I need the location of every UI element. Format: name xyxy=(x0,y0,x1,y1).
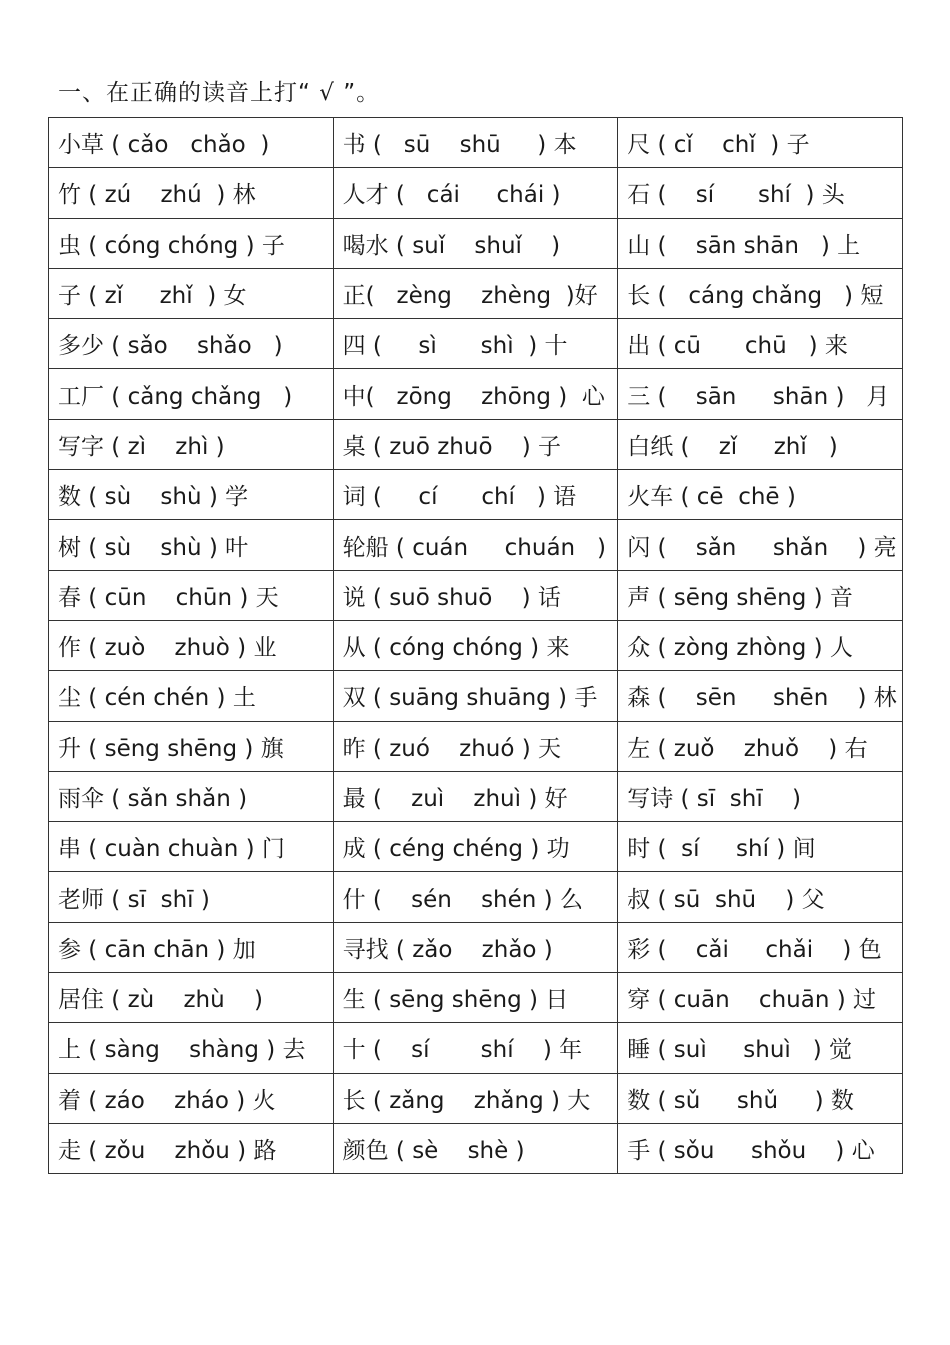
pinyin-cell: 虫 ( cóng chóng ) 子 xyxy=(49,218,334,268)
pinyin-cell: 参 ( cān chān ) 加 xyxy=(49,922,334,972)
table-row xyxy=(49,822,903,872)
pinyin-cell: 写字 ( zì zhì ) xyxy=(49,419,334,469)
pinyin-cell: 工厂 ( cǎng chǎng ) xyxy=(49,369,334,419)
table-row xyxy=(49,520,903,570)
table-row xyxy=(49,268,903,318)
pinyin-cell: 出 ( cū chū ) 来 xyxy=(618,319,903,369)
pinyin-cell: 火车 ( cē chē ) xyxy=(618,470,903,520)
pinyin-cell: 数 ( sù shù ) 学 xyxy=(49,470,334,520)
pinyin-cell: 雨伞 ( sǎn shǎn ) xyxy=(49,771,334,821)
pinyin-cell: 中( zōng zhōng ) 心 xyxy=(333,369,618,419)
pinyin-cell: 桌 ( zuō zhuō ) 子 xyxy=(333,419,618,469)
pinyin-cell: 树 ( sù shù ) 叶 xyxy=(49,520,334,570)
pinyin-cell: 小草 ( cǎo chǎo ) xyxy=(49,118,334,168)
table-row xyxy=(49,771,903,821)
table-row xyxy=(49,1073,903,1123)
pinyin-cell: 穿 ( cuān chuān ) 过 xyxy=(618,973,903,1023)
table-row xyxy=(49,118,903,168)
pinyin-cell: 昨 ( zuó zhuó ) 天 xyxy=(333,721,618,771)
pinyin-cell: 正( zèng zhèng )好 xyxy=(333,268,618,318)
pinyin-cell: 升 ( sēng shēng ) 旗 xyxy=(49,721,334,771)
pinyin-cell: 成 ( céng chéng ) 功 xyxy=(333,822,618,872)
pinyin-cell: 多少 ( sǎo shǎo ) xyxy=(49,319,334,369)
pinyin-cell: 众 ( zòng zhòng ) 人 xyxy=(618,620,903,670)
pinyin-cell: 左 ( zuǒ zhuǒ ) 右 xyxy=(618,721,903,771)
pinyin-cell: 老师 ( sī shī ) xyxy=(49,872,334,922)
pinyin-cell: 写诗 ( sī shī ) xyxy=(618,771,903,821)
table-row xyxy=(49,419,903,469)
pinyin-cell: 四 ( sì shì ) 十 xyxy=(333,319,618,369)
pinyin-cell: 上 ( sàng shàng ) 去 xyxy=(49,1023,334,1073)
pinyin-cell: 人才 ( cái chái ) xyxy=(333,168,618,218)
pinyin-cell: 生 ( sēng shēng ) 日 xyxy=(333,973,618,1023)
pinyin-cell: 从 ( cóng chóng ) 来 xyxy=(333,620,618,670)
pinyin-cell: 三 ( sān shān ) 月 xyxy=(618,369,903,419)
pinyin-cell: 闪 ( sǎn shǎn ) 亮 xyxy=(618,520,903,570)
pinyin-cell: 轮船 ( cuán chuán ) xyxy=(333,520,618,570)
pinyin-cell: 彩 ( cǎi chǎi ) 色 xyxy=(618,922,903,972)
pinyin-cell: 居住 ( zù zhù ) xyxy=(49,973,334,1023)
pinyin-cell: 叔 ( sū shū ) 父 xyxy=(618,872,903,922)
table-row xyxy=(49,369,903,419)
pinyin-cell: 寻找 ( zǎo zhǎo ) xyxy=(333,922,618,972)
table-row xyxy=(49,470,903,520)
table-row xyxy=(49,1123,903,1173)
pinyin-cell: 词 ( cí chí ) 语 xyxy=(333,470,618,520)
pinyin-table-body xyxy=(49,118,903,1174)
pinyin-cell: 作 ( zuò zhuò ) 业 xyxy=(49,620,334,670)
pinyin-cell: 白纸 ( zǐ zhǐ ) xyxy=(618,419,903,469)
pinyin-cell: 子 ( zǐ zhǐ ) 女 xyxy=(49,268,334,318)
pinyin-cell: 竹 ( zú zhú ) 林 xyxy=(49,168,334,218)
pinyin-cell: 春 ( cūn chūn ) 天 xyxy=(49,570,334,620)
table-row xyxy=(49,671,903,721)
pinyin-cell: 睡 ( suì shuì ) 觉 xyxy=(618,1023,903,1073)
pinyin-cell: 手 ( sǒu shǒu ) 心 xyxy=(618,1123,903,1173)
pinyin-table xyxy=(48,117,903,1174)
pinyin-cell: 书 ( sū shū ) 本 xyxy=(333,118,618,168)
pinyin-cell: 尺 ( cǐ chǐ ) 子 xyxy=(618,118,903,168)
pinyin-cell: 什 ( sén shén ) 么 xyxy=(333,872,618,922)
pinyin-cell: 串 ( cuàn chuàn ) 门 xyxy=(49,822,334,872)
table-row xyxy=(49,620,903,670)
pinyin-cell: 声 ( sēng shēng ) 音 xyxy=(618,570,903,620)
pinyin-cell: 着 ( záo zháo ) 火 xyxy=(49,1073,334,1123)
table-row xyxy=(49,319,903,369)
pinyin-cell: 走 ( zǒu zhǒu ) 路 xyxy=(49,1123,334,1173)
pinyin-cell: 长 ( cáng chǎng ) 短 xyxy=(618,268,903,318)
table-row xyxy=(49,721,903,771)
pinyin-cell: 喝水 ( suǐ shuǐ ) xyxy=(333,218,618,268)
table-row xyxy=(49,218,903,268)
pinyin-cell: 最 ( zuì zhuì ) 好 xyxy=(333,771,618,821)
pinyin-cell: 山 ( sān shān ) 上 xyxy=(618,218,903,268)
pinyin-cell: 石 ( sí shí ) 头 xyxy=(618,168,903,218)
pinyin-cell: 颜色 ( sè shè ) xyxy=(333,1123,618,1173)
table-row xyxy=(49,168,903,218)
table-row xyxy=(49,1023,903,1073)
pinyin-cell: 森 ( sēn shēn ) 林 xyxy=(618,671,903,721)
pinyin-cell: 时 ( sí shí ) 间 xyxy=(618,822,903,872)
pinyin-cell: 尘 ( cén chén ) 土 xyxy=(49,671,334,721)
table-row xyxy=(49,570,903,620)
worksheet-title: 一、在正确的读音上打“ √ ”。 xyxy=(58,80,381,106)
table-row xyxy=(49,973,903,1023)
pinyin-cell: 长 ( zǎng zhǎng ) 大 xyxy=(333,1073,618,1123)
pinyin-cell: 十 ( sí shí ) 年 xyxy=(333,1023,618,1073)
pinyin-cell: 说 ( suō shuō ) 话 xyxy=(333,570,618,620)
pinyin-cell: 数 ( sǔ shǔ ) 数 xyxy=(618,1073,903,1123)
table-row xyxy=(49,872,903,922)
table-row xyxy=(49,922,903,972)
pinyin-cell: 双 ( suāng shuāng ) 手 xyxy=(333,671,618,721)
